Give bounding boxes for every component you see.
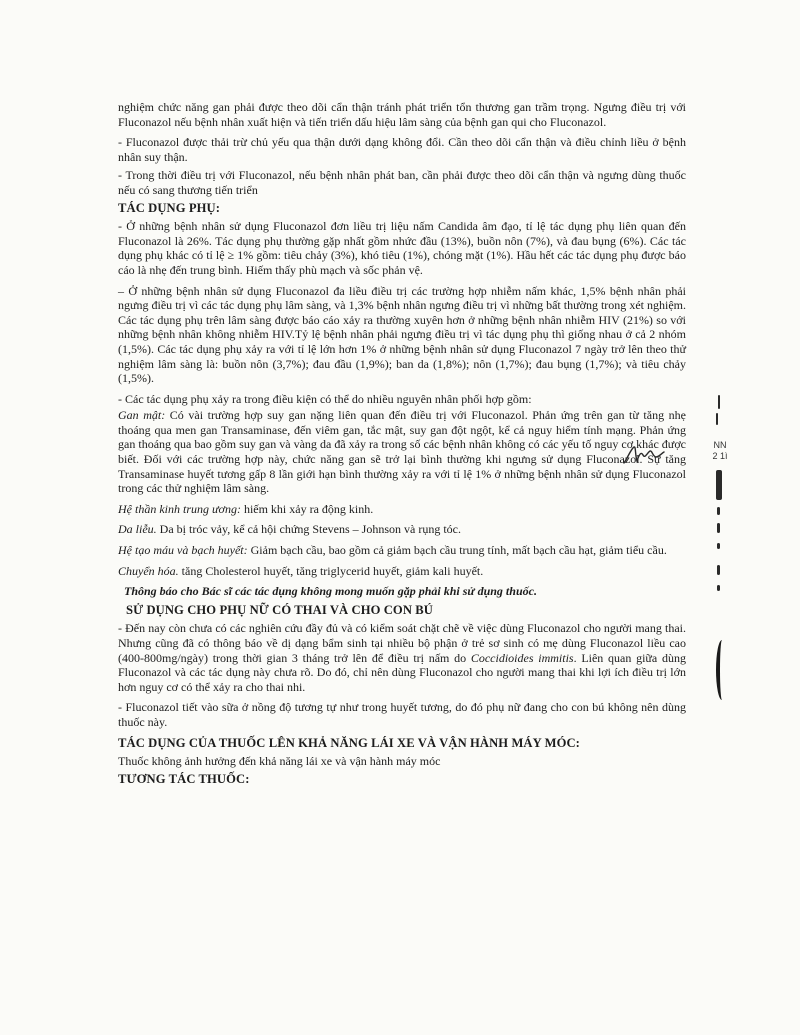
label-metabolism: Chuyển hóa. <box>118 563 179 578</box>
text-pregnancy-a: - Đến nay còn chưa có các nghiên cứu đầy đủ và có kiểm soát chặt chẽ về việc dùng Fluconazol cho người mang thai. Nhưng cũng đã có thông báo về dị dạng bẩm sinh tại nhiều bộ phận ở trẻ sơ sinh có mẹ dùng Fluconazol liều cao (400-800mg/ngày) trong thời gian 3 tháng trở lên để điều trị nấm do <box>118 621 686 665</box>
species-name: Coccidioides immitis <box>470 650 574 665</box>
heading-driving: TÁC DỤNG CỦA THUỐC LÊN KHẢ NĂNG LÁI XE VÀ VẬN HÀNH MÁY MÓC: <box>118 735 580 750</box>
stamp-text-number: 2 1ì <box>712 451 728 461</box>
paragraph-hematology <box>118 543 686 558</box>
paragraph-cns <box>118 502 686 517</box>
paragraph-pregnancy <box>118 621 686 694</box>
text-cns: hiếm khi xảy ra động kinh. <box>240 501 374 516</box>
text-hematology: Giảm bạch cầu, bao gồm cả giảm bạch cầu trung tính, mất bạch cầu hạt, giảm tiểu cầu. <box>247 543 667 558</box>
document-body <box>118 100 686 790</box>
stamp-mark-icon <box>717 543 720 549</box>
heading-side-effects: TÁC DỤNG PHỤ: <box>118 200 221 215</box>
paragraph-single-dose: - Ở những bệnh nhân sử dụng Fluconazol đơn liều trị liệu nấm Candida âm đạo, tỉ lệ tác dụng phụ liên quan đến Fluconazol là 26%. Tác dụng phụ thường gặp nhất gồm nhức đầu (13%), buồn nôn (7%), và đau bụng (6%). Các tác dụng phụ khác có tỉ lệ ≥ 1% gồm: tiêu chảy (3%), khó tiêu (1%), chóng mặt (1%). Hầu hết các tác dụng phụ được báo cáo là nhẹ đến trung bình. Hiếm thấy phù mạch và sốc phản vệ. <box>118 219 686 277</box>
heading-interactions: TƯƠNG TÁC THUỐC: <box>118 771 250 786</box>
paragraph-renal: - Fluconazol được thải trừ chủ yếu qua thận dưới dạng không đổi. Cần theo dõi cẩn thận và điều chỉnh liều ở bệnh nhân suy thận. <box>118 135 686 164</box>
stamp-mark-icon <box>717 523 720 533</box>
scan-edge-mark-icon <box>716 640 728 700</box>
label-hematology: Hệ tạo máu và bạch huyết: <box>118 543 248 558</box>
stamp-bar-icon <box>716 470 722 500</box>
label-cns: Hệ thần kinh trung ương: <box>118 501 241 516</box>
stamp-mark-icon <box>717 507 720 515</box>
stamp-mark-icon <box>716 413 718 425</box>
text-metabolism: tăng Cholesterol huyết, tăng triglycerid huyết, giảm kali huyết. <box>178 563 484 578</box>
stamp-mark-icon <box>718 395 720 409</box>
paragraph-multi-dose: – Ở những bệnh nhân sử dụng Fluconazol đa liều điều trị các trường hợp nhiễm nấm khác, 1,5% bệnh nhân phải ngưng điều trị vì các tác dụng phụ lâm sàng, và 1,3% bệnh nhân ngưng điều trị vì những bất thường trong xét nghiệm. Các tác dụng phụ trên lâm sàng được báo cáo xảy ra thường xuyên hơn ở những bệnh nhân nhiễm HIV (21%) so với những bệnh nhân không nhiễm HIV.Tỷ lệ bệnh nhân phải ngưng điều trị vì tác dụng phụ thì giống nhau ở cả 2 nhóm (1,5%). Các tác dụng phụ xảy ra với tỉ lệ lớn hơn 1% ở những bệnh nhân sử dụng Fluconazol 7 ngày trở lên theo thử nghiệm lâm sàng là: buồn nôn (3,7%); đau đầu (1,9%); ban da (1,8%); nôn (1,7%); đau bụng (1,7%); và tiêu chảy (1,5%). <box>118 283 686 386</box>
heading-pregnancy: SỬ DỤNG CHO PHỤ NỮ CÓ THAI VÀ CHO CON BÚ <box>126 602 433 617</box>
paragraph-metabolism <box>118 564 686 579</box>
text-pregnancy-b: . Liên quan giữa dùng Fluconazol và các tác dụng này chưa rõ. Do đó, chỉ nên dùng Fluconazol cho người mang thai khi lợi ích điều trị lớn hơn nguy cơ có thể xảy ra cho thai nhi. <box>118 650 686 694</box>
paragraph-driving: Thuốc không ảnh hưởng đến khả năng lái xe và vận hành máy móc <box>118 754 441 769</box>
paragraph-rash: - Trong thời điều trị với Fluconazol, nếu bệnh nhân phát ban, cần phải được theo dõi cẩn thận và ngưng dùng thuốc nếu có sang thương tiến triển <box>118 168 686 197</box>
doctor-notice: Thông báo cho Bác sĩ các tác dụng không mong muốn gặp phải khi sử dụng thuốc. <box>124 584 537 599</box>
label-hepatobiliary: Gan mật: <box>118 408 166 423</box>
label-dermatology: Da liễu. <box>118 522 157 537</box>
margin-stamp <box>706 395 730 625</box>
text-dermatology: Da bị tróc vảy, kể cả hội chứng Stevens – Johnson và rụng tóc. <box>156 522 461 537</box>
paragraph-dermatology <box>118 522 686 537</box>
paragraph-breastfeeding: - Fluconazol tiết vào sữa ở nồng độ tương tự như trong huyết tương, do đó phụ nữ đang cho con bú không nên dùng thuốc này. <box>118 700 686 729</box>
handwritten-initials-icon <box>622 443 666 467</box>
stamp-text-nn: NN <box>713 440 727 450</box>
paragraph-liver-monitoring: nghiệm chức năng gan phải được theo dõi cẩn thận tránh phát triển tổn thương gan trầm trọng. Ngưng điều trị với Fluconazol nếu bệnh nhân xuất hiện và tiến triển dấu hiệu lâm sàng của bệnh gan qui cho Fluconazol. <box>118 100 686 129</box>
stamp-mark-icon <box>717 585 720 591</box>
text-hepatobiliary: Có vài trường hợp suy gan nặng liên quan đến điều trị với Fluconazol. Phản ứng trên gan từ tăng nhẹ thoáng qua men gan Transaminase, đến viêm gan, tắc mật, suy gan đột ngột, kể cả nguy hiểm tính mạng. Phản ứng gan thoáng qua bao gồm suy gan và vàng da đã xảy ra trong số các bệnh nhân không có các yếu tố nguy cơ khác được biết. Đối với các trường hợp này, chức năng gan sẽ trở lại bình thường khi ngưng sử dụng Fluconazol. Sự tăng Transaminase huyết tương gấp 8 lần giới hạn bình thường xảy ra với tỉ lệ 1% ở những bệnh nhân sử dụng Fluconazol trong các thử nghiệm lâm sàng. <box>118 408 686 496</box>
stamp-mark-icon <box>717 565 720 575</box>
paragraph-combined-causes: - Các tác dụng phụ xảy ra trong điều kiện có thể do nhiều nguyên nhân phối hợp gồm: <box>118 391 532 406</box>
paragraph-hepatobiliary <box>118 408 686 496</box>
